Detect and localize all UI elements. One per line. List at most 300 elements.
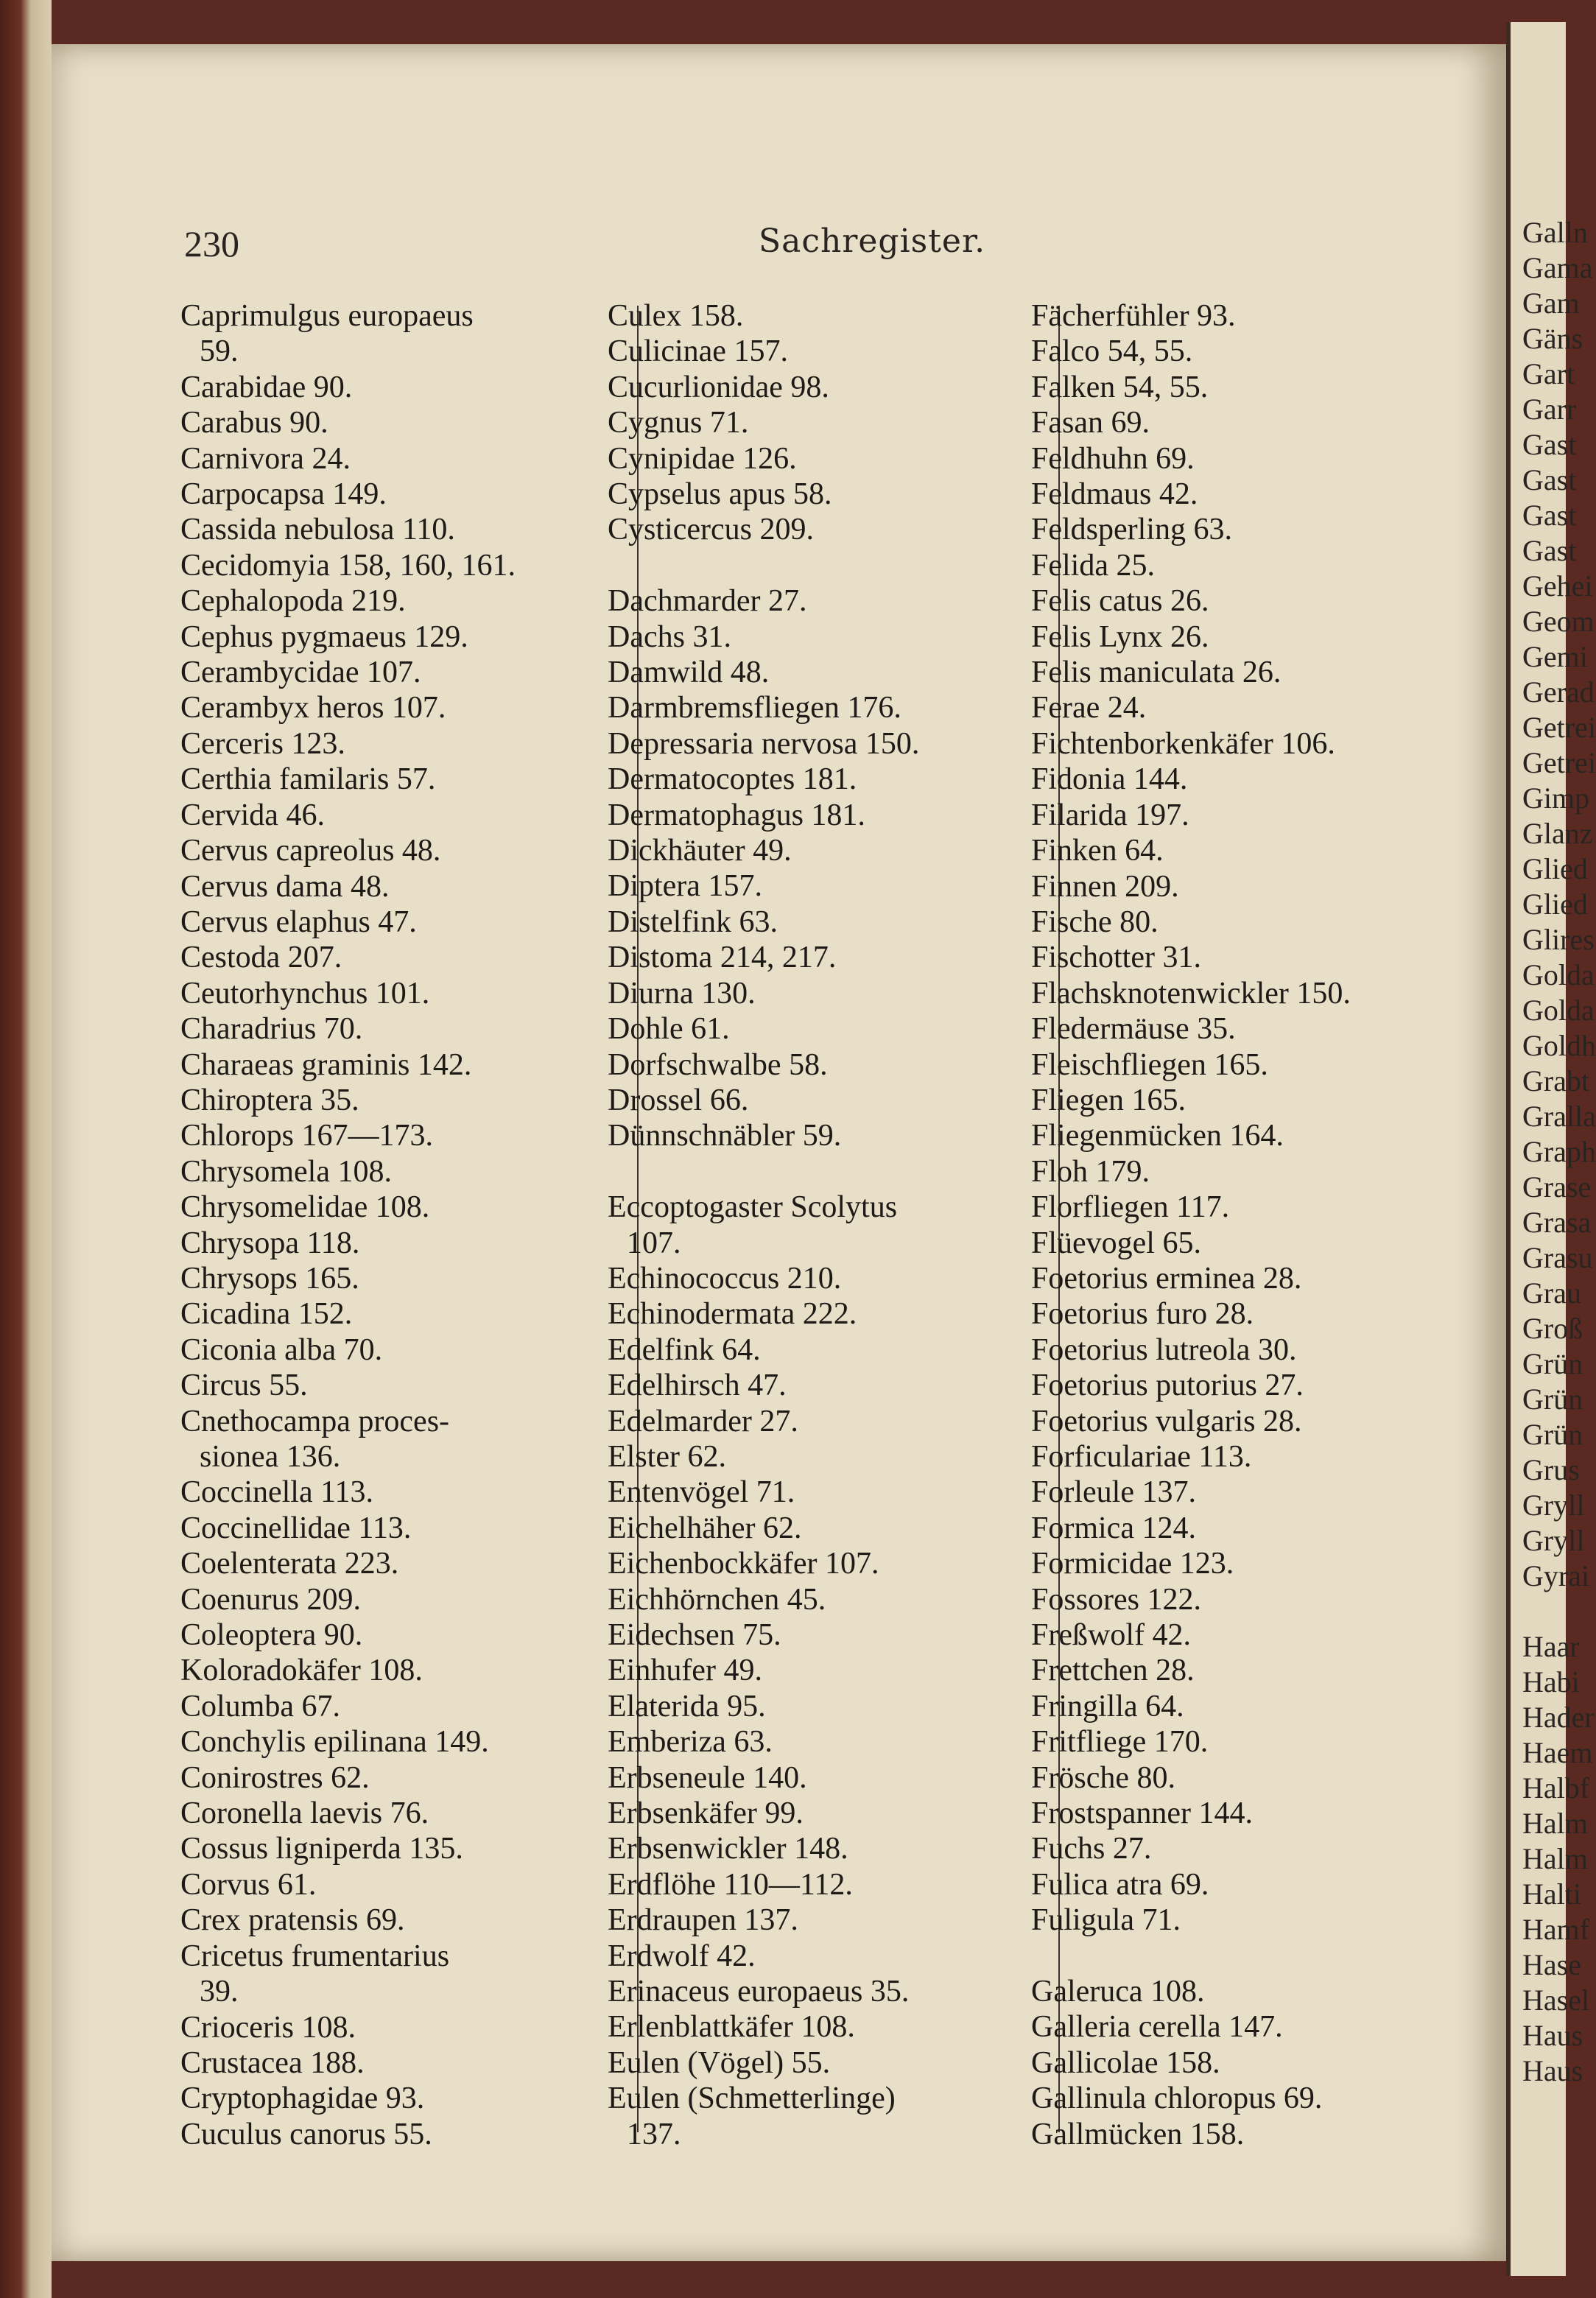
index-entry-text: Diptera 157. bbox=[608, 869, 762, 904]
index-entry bbox=[180, 1296, 593, 1332]
index-entry-text: Edelmarder 27. bbox=[608, 1404, 798, 1438]
next-page-fragment: Gast bbox=[1522, 499, 1577, 532]
index-entry-text: Echinococcus 210. bbox=[608, 1261, 842, 1296]
index-entry-text: Elaterida 95. bbox=[608, 1689, 766, 1724]
index-entry bbox=[1031, 940, 1444, 975]
index-entry-text: Conchylis epilinana 149. bbox=[180, 1725, 489, 1760]
index-entry-text: Foetorius lutreola 30. bbox=[1031, 1332, 1297, 1367]
index-entry-text: Elster 62. bbox=[608, 1439, 726, 1474]
index-entry bbox=[1031, 1475, 1444, 1510]
index-entry bbox=[1031, 1011, 1444, 1047]
index-entry bbox=[1031, 370, 1444, 405]
index-entry-text: Cicadina 152. bbox=[180, 1297, 353, 1332]
index-entry-text: Florfliegen 117. bbox=[1031, 1190, 1230, 1225]
index-entry-text: Fischotter 31. bbox=[1031, 941, 1201, 975]
index-entry-text: Freßwolf 42. bbox=[1031, 1618, 1191, 1653]
next-page-fragment: Grün bbox=[1522, 1382, 1583, 1416]
index-entry-text: Fulica atra 69. bbox=[1031, 1867, 1209, 1902]
index-entry bbox=[180, 1546, 593, 1581]
index-entry-text: Fächerfühler 93. bbox=[1031, 299, 1236, 333]
index-entry-continuation: 107. bbox=[627, 1226, 681, 1260]
index-entry-text: Erdraupen 137. bbox=[608, 1903, 798, 1938]
index-entry-text: Forleule 137. bbox=[1031, 1475, 1196, 1510]
next-page-fragment: Haus bbox=[1522, 2019, 1583, 2052]
index-entry-text: Fliegenmücken 164. bbox=[1031, 1119, 1284, 1153]
index-entry-text: Cervus elaphus 47. bbox=[180, 904, 417, 939]
next-page-fragment: Gemi bbox=[1522, 640, 1588, 673]
index-entry bbox=[1031, 583, 1444, 619]
index-entry-text: Foetorius putorius 27. bbox=[1031, 1368, 1304, 1403]
index-entry bbox=[1031, 1083, 1444, 1118]
index-entry-text: Fichtenborkenkäfer 106. bbox=[1031, 726, 1335, 761]
index-entry bbox=[1031, 1974, 1444, 2009]
index-entry bbox=[608, 1689, 1020, 1724]
next-page-fragment: Gerad bbox=[1522, 675, 1595, 709]
index-entry-text: Distoma 214, 217. bbox=[608, 941, 837, 975]
index-entry-text: Fossores 122. bbox=[1031, 1582, 1202, 1617]
index-entry-text: Finnen 209. bbox=[1031, 869, 1179, 904]
index-entry bbox=[180, 976, 593, 1011]
index-entry bbox=[180, 869, 593, 904]
index-column-2 bbox=[608, 298, 1020, 2152]
index-entry bbox=[180, 1939, 593, 2010]
index-entry-text: Charadrius 70. bbox=[180, 1012, 363, 1047]
index-entry-text: Fringilla 64. bbox=[1031, 1689, 1184, 1724]
index-entry-text: Culex 158. bbox=[608, 299, 744, 333]
index-entry bbox=[608, 1332, 1020, 1368]
index-entry bbox=[608, 1404, 1020, 1439]
index-entry bbox=[1031, 833, 1444, 868]
index-entry-text: Dünnschnäbler 59. bbox=[608, 1119, 842, 1153]
next-page-fragment: Grasa bbox=[1522, 1206, 1592, 1239]
index-entry bbox=[180, 833, 593, 868]
index-entry-text: Columba 67. bbox=[180, 1689, 340, 1724]
index-entry bbox=[1031, 334, 1444, 369]
index-column-3 bbox=[1031, 298, 1444, 2152]
index-entry bbox=[608, 726, 1020, 762]
index-entry bbox=[608, 1939, 1020, 1974]
index-entry-text: Dermatophagus 181. bbox=[608, 798, 865, 832]
index-entry-text: Dickhäuter 49. bbox=[608, 834, 792, 868]
index-entry bbox=[1031, 1511, 1444, 1546]
index-entry bbox=[1031, 1118, 1444, 1153]
index-entry bbox=[608, 477, 1020, 512]
index-entry bbox=[180, 583, 593, 619]
index-entry bbox=[1031, 798, 1444, 833]
index-entry bbox=[180, 2081, 593, 2116]
index-entry-continuation: sionea 136. bbox=[200, 1440, 341, 1474]
next-page-fragment: Grün bbox=[1522, 1347, 1583, 1380]
index-entry bbox=[1031, 726, 1444, 762]
index-entry bbox=[180, 441, 593, 477]
next-page-fragment: Galln bbox=[1522, 216, 1588, 249]
index-entry-text: Ceutorhynchus 101. bbox=[180, 976, 430, 1011]
index-entry-text: Eidechsen 75. bbox=[608, 1618, 781, 1652]
index-entry bbox=[608, 976, 1020, 1011]
next-page-fragment: Grase bbox=[1522, 1170, 1592, 1204]
index-entry-text: Charaeas graminis 142. bbox=[180, 1047, 472, 1082]
index-entry-text: Dorfschwalbe 58. bbox=[608, 1047, 828, 1082]
index-entry bbox=[1031, 1404, 1444, 1439]
index-entry bbox=[608, 298, 1020, 334]
index-entry-text: Cricetus frumentarius bbox=[180, 1939, 450, 1973]
index-entry-text: Fledermäuse 35. bbox=[1031, 1012, 1236, 1047]
index-entry-text: Fidonia 144. bbox=[1031, 762, 1188, 797]
index-entry bbox=[1031, 1546, 1444, 1581]
index-entry-text: Carnivora 24. bbox=[180, 441, 351, 476]
index-entry-text: Erdwolf 42. bbox=[608, 1939, 756, 1973]
index-entry-text: Coleoptera 90. bbox=[180, 1618, 363, 1653]
next-page-fragment: Glied bbox=[1522, 888, 1588, 921]
index-entry-text: Eulen (Schmetterlinge) bbox=[608, 2081, 896, 2116]
index-entry bbox=[608, 2081, 1020, 2152]
index-entry-continuation: 39. bbox=[200, 1975, 239, 2009]
next-page-fragment: Geom bbox=[1522, 605, 1595, 638]
index-entry bbox=[180, 798, 593, 833]
index-entry bbox=[608, 583, 1020, 619]
index-entry-text: Cnethocampa proces- bbox=[180, 1404, 450, 1438]
index-entry-text: Feldsperling 63. bbox=[1031, 513, 1232, 547]
next-page-fragment: Getrei bbox=[1522, 746, 1596, 779]
next-page-fragment: Gast bbox=[1522, 463, 1577, 496]
index-entry bbox=[608, 1083, 1020, 1118]
index-entry-text: Eichelhäher 62. bbox=[608, 1511, 802, 1545]
index-entry bbox=[180, 1190, 593, 1225]
index-entry bbox=[1031, 1296, 1444, 1332]
index-entry bbox=[1031, 477, 1444, 512]
index-entry bbox=[180, 1154, 593, 1190]
index-entry bbox=[1031, 1831, 1444, 1866]
next-page-fragment: Hader bbox=[1522, 1701, 1595, 1734]
index-entry-text: Cerambycidae 107. bbox=[180, 656, 421, 690]
page-number: 230 bbox=[184, 223, 239, 264]
index-entry-text: Dachs 31. bbox=[608, 619, 731, 654]
index-entry-text: Eichhörnchen 45. bbox=[608, 1582, 826, 1617]
index-entry-text: Crex pratensis 69. bbox=[180, 1903, 405, 1938]
index-entry bbox=[180, 512, 593, 547]
index-entry bbox=[608, 1190, 1020, 1261]
index-entry-text: Gallinula chloropus 69. bbox=[1031, 2081, 1323, 2116]
next-page-fragment: Halm bbox=[1522, 1842, 1588, 1875]
next-page-fragment: Halti bbox=[1522, 1877, 1581, 1911]
index-entry-text: Echinodermata 222. bbox=[608, 1297, 857, 1332]
index-entry-text: Floh 179. bbox=[1031, 1154, 1150, 1189]
index-entry-text: Certhia familaris 57. bbox=[180, 762, 436, 797]
book-edge-left bbox=[0, 0, 52, 2298]
index-section-gap bbox=[1031, 1939, 1444, 1974]
next-page-fragment: Gralla bbox=[1522, 1100, 1596, 1133]
index-entry bbox=[180, 1724, 593, 1760]
index-entry bbox=[608, 1439, 1020, 1475]
index-entry bbox=[608, 1118, 1020, 1153]
index-entry bbox=[608, 1760, 1020, 1796]
next-page-fragment: Gimp bbox=[1522, 781, 1590, 815]
index-entry bbox=[608, 1047, 1020, 1083]
index-entry-text: Drossel 66. bbox=[608, 1083, 749, 1117]
index-entry bbox=[1031, 1261, 1444, 1296]
index-entry bbox=[608, 1653, 1020, 1688]
index-entry bbox=[1031, 1332, 1444, 1368]
index-entry bbox=[180, 1689, 593, 1724]
index-entry-text: Crioceris 108. bbox=[180, 2010, 356, 2045]
index-entry bbox=[608, 441, 1020, 477]
index-entry bbox=[180, 370, 593, 405]
index-entry-text: Fritfliege 170. bbox=[1031, 1725, 1209, 1760]
index-entry-text: Frösche 80. bbox=[1031, 1760, 1175, 1795]
index-entry bbox=[608, 762, 1020, 797]
index-entry-text: Erlenblattkäfer 108. bbox=[608, 2010, 855, 2045]
index-entry bbox=[180, 298, 593, 370]
index-entry-text: Gallicolae 158. bbox=[1031, 2045, 1220, 2080]
index-entry bbox=[608, 798, 1020, 833]
next-page-fragment: Glied bbox=[1522, 852, 1588, 885]
next-page-fragment: Gehei bbox=[1522, 569, 1593, 602]
index-entry-text: Eccoptogaster Scolytus bbox=[608, 1190, 898, 1225]
index-entry-text: Cassida nebulosa 110. bbox=[180, 513, 455, 547]
index-entry bbox=[1031, 1582, 1444, 1617]
index-entry-text: Frettchen 28. bbox=[1031, 1654, 1195, 1688]
index-entry-text: Edelfink 64. bbox=[608, 1332, 761, 1367]
index-entry bbox=[1031, 1617, 1444, 1653]
index-entry bbox=[180, 762, 593, 797]
index-entry-text: Feldhuhn 69. bbox=[1031, 441, 1195, 476]
index-entry bbox=[1031, 1154, 1444, 1190]
index-entry-text: Depressaria nervosa 150. bbox=[608, 726, 920, 761]
index-entry-text: Caprimulgus europaeus bbox=[180, 299, 474, 333]
index-entry-text: Felida 25. bbox=[1031, 548, 1155, 583]
next-page-fragment: Grus bbox=[1522, 1453, 1580, 1486]
index-entry bbox=[180, 1368, 593, 1403]
index-entry-text: Fische 80. bbox=[1031, 904, 1159, 939]
index-entry bbox=[180, 690, 593, 725]
index-entry bbox=[180, 1011, 593, 1047]
index-entry-text: Ferae 24. bbox=[1031, 691, 1147, 725]
index-entry bbox=[608, 1011, 1020, 1047]
index-entry-text: Distelfink 63. bbox=[608, 904, 778, 939]
index-entry-text: Cestoda 207. bbox=[180, 941, 342, 975]
index-entry bbox=[180, 904, 593, 940]
next-page-fragment: Gama bbox=[1522, 251, 1593, 284]
index-entry bbox=[608, 1902, 1020, 1938]
next-page-fragment: Graph bbox=[1522, 1135, 1596, 1168]
next-page-fragment: Golda bbox=[1522, 994, 1595, 1027]
index-entry bbox=[608, 833, 1020, 868]
index-entry bbox=[180, 1902, 593, 1938]
next-page-fragment: Hasel bbox=[1522, 1983, 1590, 2017]
index-entry bbox=[180, 1760, 593, 1796]
index-entry bbox=[1031, 1439, 1444, 1475]
index-entry-text: Cervus capreolus 48. bbox=[180, 834, 441, 868]
next-page-fragment: Getrei bbox=[1522, 711, 1596, 744]
page-header bbox=[52, 222, 1506, 267]
index-entry-continuation: 137. bbox=[627, 2117, 681, 2151]
index-entry-text: Darmbremsfliegen 176. bbox=[608, 691, 901, 725]
index-entry bbox=[180, 1047, 593, 1083]
index-entry-text: Cysticercus 209. bbox=[608, 513, 814, 547]
next-page-fragment: Gart bbox=[1522, 357, 1575, 390]
next-page-fragment: Haar bbox=[1522, 1630, 1580, 1663]
next-page-fragment: Gast bbox=[1522, 534, 1577, 567]
index-entry bbox=[1031, 976, 1444, 1011]
index-entry-text: Carabus 90. bbox=[180, 406, 328, 440]
index-entry-text: Erinaceus europaeus 35. bbox=[608, 1975, 910, 2009]
index-entry bbox=[608, 1617, 1020, 1653]
index-entry-text: Fuligula 71. bbox=[1031, 1903, 1181, 1938]
index-entry bbox=[608, 1546, 1020, 1581]
next-page-fragment: Goldh bbox=[1522, 1029, 1596, 1062]
running-title: Sachregister. bbox=[759, 222, 986, 260]
index-entry-text: Falco 54, 55. bbox=[1031, 334, 1193, 369]
index-entry bbox=[1031, 548, 1444, 583]
index-entry-text: Eulen (Vögel) 55. bbox=[608, 2045, 831, 2080]
index-entry bbox=[1031, 1724, 1444, 1760]
index-entry-text: Dermatocoptes 181. bbox=[608, 762, 857, 797]
index-entry bbox=[608, 1796, 1020, 1831]
index-entry bbox=[1031, 2009, 1444, 2045]
index-entry bbox=[1031, 1226, 1444, 1261]
index-entry-text: Cygnus 71. bbox=[608, 406, 749, 440]
index-entry bbox=[608, 1974, 1020, 2009]
index-entry-text: Chlorops 167—173. bbox=[180, 1119, 434, 1153]
index-entry-text: Formicidae 123. bbox=[1031, 1547, 1234, 1581]
index-page bbox=[52, 44, 1506, 2261]
index-entry-text: Fuchs 27. bbox=[1031, 1832, 1152, 1866]
index-entry bbox=[1031, 298, 1444, 334]
next-page-fragment: Glanz bbox=[1522, 817, 1593, 850]
index-entry-text: Felis maniculata 26. bbox=[1031, 656, 1282, 690]
index-entry bbox=[1031, 2117, 1444, 2152]
index-entry bbox=[1031, 904, 1444, 940]
index-entry-text: Coccinella 113. bbox=[180, 1475, 374, 1510]
index-entry-text: Felis Lynx 26. bbox=[1031, 619, 1209, 654]
next-page-fragment: Habi bbox=[1522, 1665, 1580, 1698]
next-page-fragment: Grün bbox=[1522, 1418, 1583, 1451]
index-entry bbox=[1031, 1368, 1444, 1403]
index-entry bbox=[1031, 1796, 1444, 1831]
index-entry-text: Dohle 61. bbox=[608, 1012, 730, 1047]
index-entry bbox=[1031, 655, 1444, 690]
index-entry-text: Cephalopoda 219. bbox=[180, 584, 406, 619]
next-page-fragment: Hase bbox=[1522, 1948, 1581, 1981]
index-entry bbox=[608, 1511, 1020, 1546]
index-entry bbox=[180, 1083, 593, 1118]
index-entry bbox=[1031, 2081, 1444, 2116]
next-page-fragment: Gyrai bbox=[1522, 1559, 1590, 1592]
index-entry-text: Dachmarder 27. bbox=[608, 584, 807, 619]
next-page-fragment: Haem bbox=[1522, 1736, 1593, 1769]
index-entry-text: Cerceris 123. bbox=[180, 726, 345, 761]
index-entry bbox=[608, 1831, 1020, 1866]
index-entry bbox=[608, 619, 1020, 655]
next-page-fragment: Gryll bbox=[1522, 1489, 1585, 1522]
index-entry-text: Circus 55. bbox=[180, 1368, 308, 1403]
index-entry-text: Emberiza 63. bbox=[608, 1725, 773, 1760]
index-entry bbox=[180, 655, 593, 690]
index-entry-text: Chrysopa 118. bbox=[180, 1226, 360, 1260]
index-entry-text: Flüevogel 65. bbox=[1031, 1226, 1201, 1260]
index-entry-text: Feldmaus 42. bbox=[1031, 477, 1198, 512]
index-entry-text: Cynipidae 126. bbox=[608, 441, 797, 476]
index-entry bbox=[1031, 619, 1444, 655]
index-entry-text: Falken 54, 55. bbox=[1031, 370, 1209, 404]
index-entry-text: Filarida 197. bbox=[1031, 798, 1189, 832]
index-entry-text: Galleria cerella 147. bbox=[1031, 2010, 1283, 2045]
index-entry-text: Carabidae 90. bbox=[180, 370, 353, 404]
index-entry-text: Cucurlionidae 98. bbox=[608, 370, 829, 404]
index-entry bbox=[608, 655, 1020, 690]
index-entry bbox=[1031, 2045, 1444, 2081]
next-page-fragment: Halm bbox=[1522, 1807, 1588, 1840]
index-entry-text: Forficulariae 113. bbox=[1031, 1440, 1252, 1474]
index-entry-text: Damwild 48. bbox=[608, 656, 770, 690]
next-page-fragment: Gam bbox=[1522, 287, 1580, 320]
index-entry-text: Frostspanner 144. bbox=[1031, 1796, 1253, 1831]
index-entry-text: Chrysops 165. bbox=[180, 1261, 359, 1296]
index-entry bbox=[608, 1296, 1020, 1332]
index-entry-text: Fleischfliegen 165. bbox=[1031, 1047, 1268, 1082]
index-entry bbox=[180, 1867, 593, 1902]
index-entry bbox=[1031, 869, 1444, 904]
index-entry bbox=[1031, 1047, 1444, 1083]
index-entry-text: Erdflöhe 110—112. bbox=[608, 1867, 853, 1902]
index-entry-text: Entenvögel 71. bbox=[608, 1475, 795, 1510]
index-entry bbox=[180, 1475, 593, 1510]
index-entry-text: Ciconia alba 70. bbox=[180, 1332, 383, 1367]
next-page-fragment: Haus bbox=[1522, 2054, 1583, 2087]
index-entry-text: Crustacea 188. bbox=[180, 2045, 365, 2080]
index-entry-text: Fliegen 165. bbox=[1031, 1083, 1186, 1117]
index-column-1 bbox=[180, 298, 593, 2152]
index-entry bbox=[608, 370, 1020, 405]
index-entry-text: Chrysomelidae 108. bbox=[180, 1190, 430, 1225]
index-entry-text: Felis catus 26. bbox=[1031, 584, 1209, 619]
index-entry-text: Coenurus 209. bbox=[180, 1582, 361, 1617]
index-entry bbox=[180, 1261, 593, 1296]
index-entry-text: Flachsknotenwickler 150. bbox=[1031, 976, 1351, 1011]
index-entry bbox=[180, 1404, 593, 1475]
index-entry bbox=[1031, 405, 1444, 440]
index-entry-text: Erbseneule 140. bbox=[608, 1760, 807, 1795]
index-entry bbox=[1031, 690, 1444, 725]
index-entry bbox=[608, 1582, 1020, 1617]
index-entry bbox=[180, 2117, 593, 2152]
index-entry bbox=[180, 1226, 593, 1261]
index-entry-text: Cryptophagidae 93. bbox=[180, 2081, 425, 2116]
index-entry bbox=[608, 690, 1020, 725]
next-page-fragment: Gast bbox=[1522, 428, 1577, 461]
index-entry-text: Cossus ligniperda 135. bbox=[180, 1832, 463, 1866]
next-page-fragment: Garr bbox=[1522, 393, 1577, 426]
index-entry bbox=[180, 1511, 593, 1546]
index-entry-text: Conirostres 62. bbox=[180, 1760, 370, 1795]
index-entry bbox=[608, 940, 1020, 975]
index-entry bbox=[608, 1261, 1020, 1296]
index-entry bbox=[180, 1653, 593, 1688]
index-entry bbox=[180, 2045, 593, 2081]
index-entry-text: Erbsenkäfer 99. bbox=[608, 1796, 804, 1831]
index-entry bbox=[180, 2010, 593, 2045]
index-entry bbox=[608, 904, 1020, 940]
index-entry-text: Cecidomyia 158, 160, 161. bbox=[180, 548, 516, 583]
index-entry-text: Cerambyx heros 107. bbox=[180, 691, 446, 725]
index-entry-text: Foetorius furo 28. bbox=[1031, 1297, 1254, 1332]
index-entry-text: Cervida 46. bbox=[180, 798, 325, 832]
index-entry-text: Cypselus apus 58. bbox=[608, 477, 832, 512]
index-section-gap bbox=[608, 1154, 1020, 1190]
index-entry-continuation: 59. bbox=[200, 334, 239, 369]
index-entry-text: Finken 64. bbox=[1031, 834, 1164, 868]
index-entry bbox=[180, 1831, 593, 1866]
